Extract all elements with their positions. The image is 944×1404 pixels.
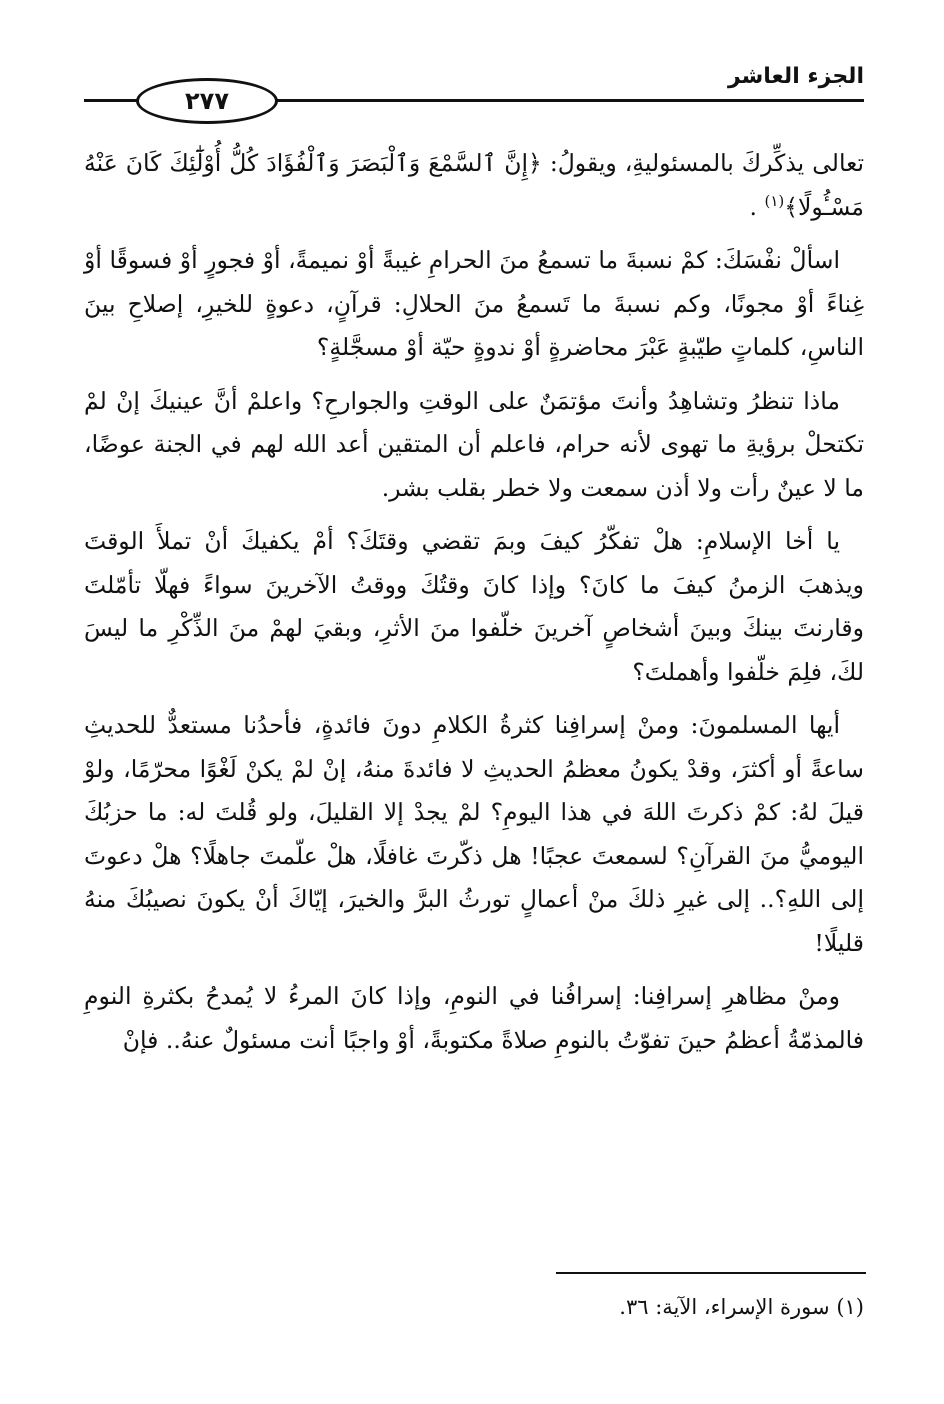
quran-verse: ﴿إِنَّ ٱلسَّمْعَ وَٱلْبَصَرَ وَٱلْفُؤَادَ كُلُّ أُوْلَٰٓئِكَ كَانَ عَنْهُ مَسْـُٔولًا﴾ — [84, 149, 864, 221]
footnote-reference[interactable]: (١) — [764, 191, 785, 210]
paragraph-3: ماذا تنظرُ وتشاهِدُ وأنتَ مؤتمَنٌ على الوقتِ والجوارحِ؟ واعلمْ أنَّ عينيكَ إنْ لمْ تكتحلْ برؤيةِ ما تهوى لأنه حرام، فاعلم أن المتقين أعد الله لهم في الجنة عوضًا، ما لا عينٌ رأت ولا أذن سمعت ولا خطر بقلب بشر. — [84, 386, 864, 502]
paragraph-1-text-before: تعالى يذكِّركَ بالمسئوليةِ، ويقولُ: — [541, 149, 864, 177]
paragraph-6: ومنْ مظاهرِ إسرافِنا: إسرافُنا في النومِ، وإذا كانَ المرءُ لا يُمدحُ بكثرةِ النومِ فالمذمّةُ أعظمُ حينَ تفوّتُ بالنومِ صلاةً مكتوبةً، أوْ واجبًا أنت مسئولٌ عنهُ.. فإنْ — [84, 982, 864, 1054]
paragraph-4: يا أخا الإسلامِ: هلْ تفكّرُ كيفَ وبمَ تقضي وقتَكَ؟ أمْ يكفيكَ أنْ تملأَ الوقتَ ويذهبَ الزمنُ كيفَ ما كانَ؟ وإذا كانَ وقتُكَ ووقتُ الآخرينَ سواءً فهلّا تأمّلتَ وقارنتَ بينكَ وبينَ أشخاصٍ آخرينَ خلّفوا منَ الأثرِ، وبقيَ لهمْ منَ الذِّكْرِ ما ليسَ لكَ، فلِمَ خلّفوا وأهملتَ؟ — [84, 527, 864, 686]
footnote — [84, 1290, 864, 1324]
page-number-badge — [136, 78, 278, 124]
page-number: ٢٧٧ — [185, 87, 229, 115]
footnote-text: سورة الإسراء، الآية: ٣٦. — [619, 1295, 830, 1319]
paragraph-2: اسألْ نفْسَكَ: كمْ نسبةَ ما تسمعُ منَ الحرامِ غيبةً أوْ نميمةً، أوْ فجورٍ أوْ فسوقًا أوْ غِناءً أوْ مجونًا، وكم نسبةَ ما تَسمعُ منَ الحلالِ: قرآنٍ، دعوةٍ للخيرِ، إصلاحِ بينَ الناسِ، كلماتٍ طيّبةٍ عَبْرَ محاضرةٍ أوْ ندوةٍ حيّة أوْ مسجَّلةٍ؟ — [84, 246, 864, 361]
paragraph-1-text-after: . — [749, 192, 765, 221]
footnote-marker: (١) — [836, 1295, 864, 1319]
footnote-separator — [556, 1272, 866, 1274]
page-header — [84, 64, 864, 132]
main-text — [84, 142, 864, 1072]
paragraph-5: أيها المسلمونَ: ومنْ إسرافِنا كثرةُ الكلامِ دونَ فائدةٍ، فأحدُنا مستعدٌّ للحديثِ ساعةً أو أكثرَ، وقدْ يكونُ معظمُ الحديثِ لا فائدةَ منهُ، إنْ لمْ يكنْ لَغْوًا محرّمًا، ولوْ قيلَ لهُ: كمْ ذكرتَ اللهَ في هذا اليومِ؟ لمْ يجدْ إلا القليلَ، ولو قُلتَ له: ما حزبُكَ اليوميُّ منَ القرآنِ؟ لسمعتَ عجبًا! هل ذكّرتَ غافلًا، هلْ علّمتَ جاهلًا؟ هلْ دعوتَ إلى اللهِ؟.. إلى غيرِ ذلكَ منْ أعمالٍ تورثُ البرَّ والخيرَ، إيّاكَ أنْ يكونَ نصيبُكَ منهُ قليلًا! — [84, 711, 864, 957]
running-title: الجزء العاشر — [722, 64, 864, 89]
paragraph-1 — [84, 142, 864, 229]
